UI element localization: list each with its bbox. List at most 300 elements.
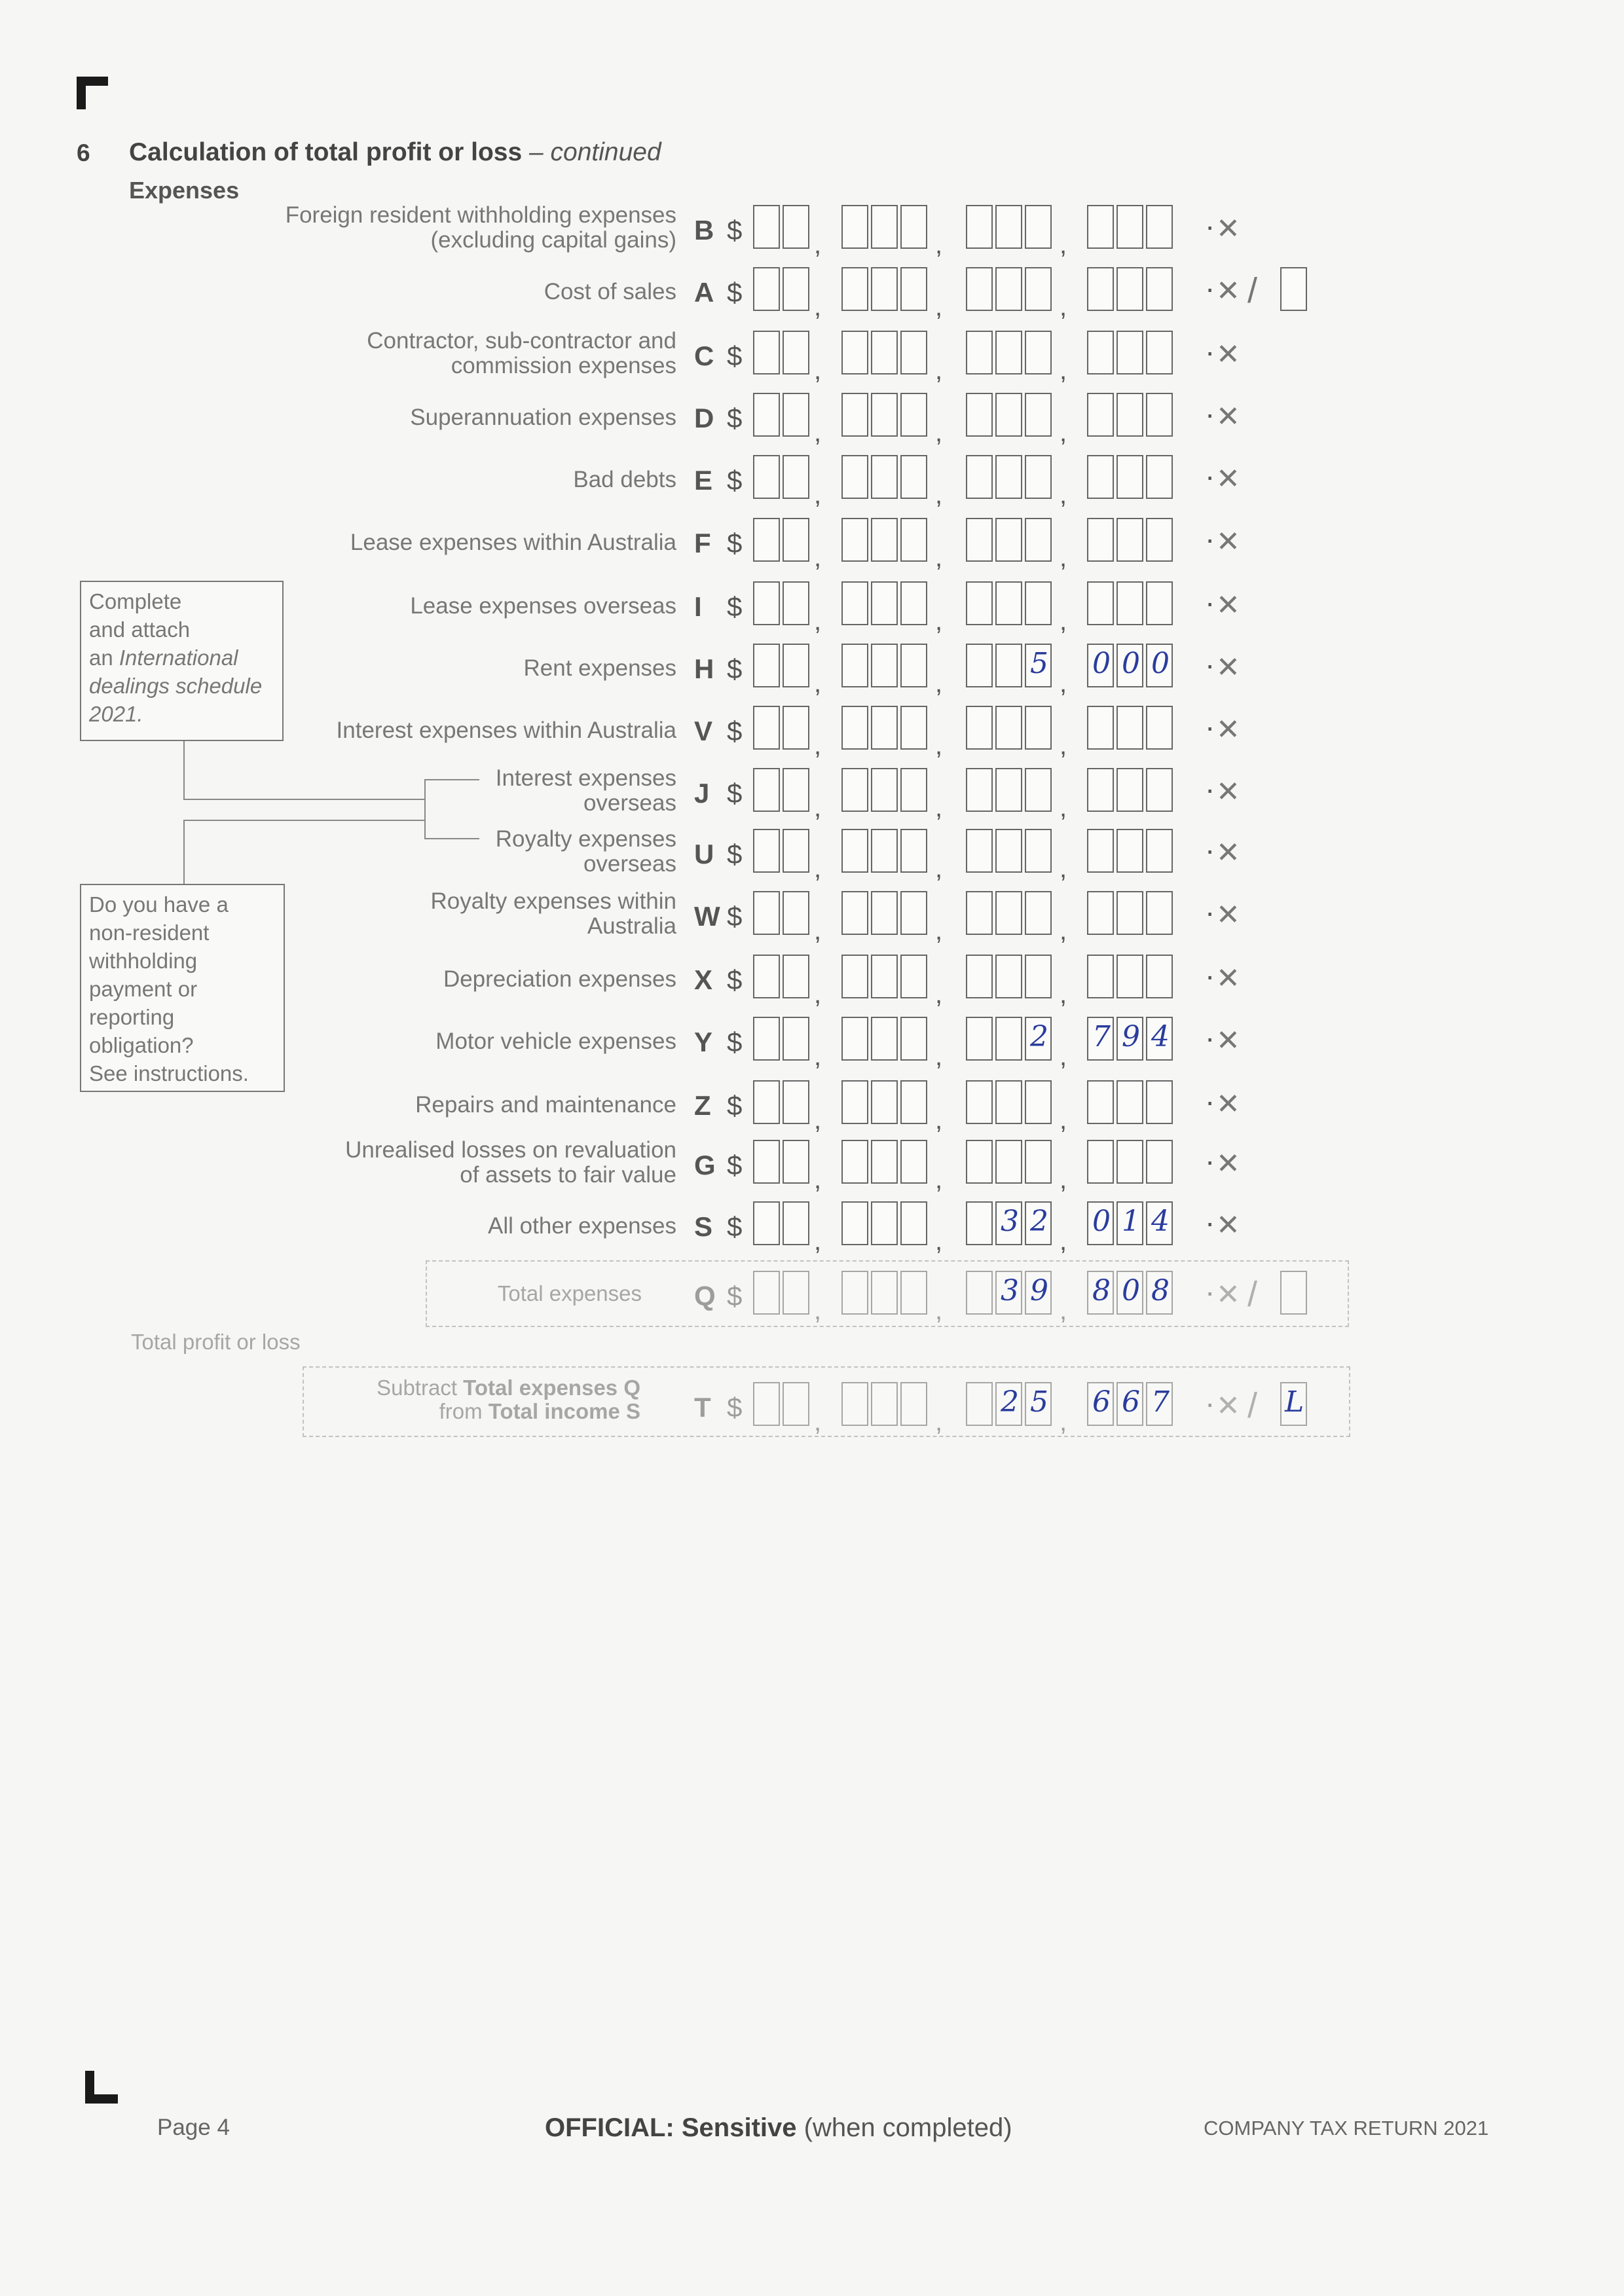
amount-digit-box[interactable]: [1146, 706, 1173, 750]
amount-digit-box[interactable]: [753, 1080, 780, 1124]
amount-digit-box[interactable]: [841, 768, 868, 812]
amount-digit-box[interactable]: [871, 581, 898, 625]
amount-digit-box[interactable]: [900, 1017, 927, 1061]
amount-digit-box[interactable]: [995, 891, 1022, 935]
amount-digit-box[interactable]: [1025, 331, 1052, 374]
handwritten-digit: 6: [1092, 1385, 1111, 1419]
cents-crossed-icon: ✕: [1216, 837, 1240, 869]
amount-digit-box[interactable]: [1087, 518, 1114, 562]
amount-digit-box[interactable]: [841, 331, 868, 374]
thousands-separator: ,: [935, 1165, 943, 1194]
amount-digit-box[interactable]: [1025, 1080, 1052, 1124]
amount-digit-box[interactable]: [783, 891, 809, 935]
amount-digit-box[interactable]: [871, 768, 898, 812]
field-code: C: [694, 340, 714, 371]
amount-digit-box[interactable]: [900, 205, 927, 249]
thousands-separator: ,: [935, 418, 943, 447]
cents-crossed-icon: ✕: [1216, 213, 1240, 245]
amount-digit-box[interactable]: [966, 706, 993, 750]
amount-digit-box[interactable]: [783, 455, 809, 499]
amount-digit-box[interactable]: [783, 1271, 809, 1315]
thousands-separator: ,: [935, 980, 943, 1009]
amount-digit-box[interactable]: [995, 644, 1022, 687]
amount-digit-box[interactable]: [783, 205, 809, 249]
section-number: 6: [77, 139, 90, 166]
amount-digit-box[interactable]: [1116, 455, 1143, 499]
amount-digit-box[interactable]: [871, 1382, 898, 1426]
amount-digit-box[interactable]: [1116, 581, 1143, 625]
amount-digit-box[interactable]: [995, 955, 1022, 998]
thousands-separator: ,: [935, 230, 943, 259]
amount-digit-box[interactable]: [900, 518, 927, 562]
thousands-separator: ,: [1060, 356, 1067, 385]
thousands-separator: ,: [814, 543, 822, 572]
amount-digit-box[interactable]: [871, 644, 898, 687]
amount-digit-box[interactable]: [900, 644, 927, 687]
amount-digit-box[interactable]: [966, 1017, 993, 1061]
loss-separator: /: [1247, 1275, 1258, 1314]
section-title: Calculation of total profit or loss – continued: [129, 138, 661, 166]
total-expenses-label: Total expenses: [497, 1281, 642, 1305]
amount-digit-box[interactable]: [900, 829, 927, 873]
amount-digit-box[interactable]: [995, 1017, 1022, 1061]
handwritten-digit: 8: [1092, 1274, 1111, 1307]
amount-digit-box[interactable]: [871, 829, 898, 873]
amount-digit-box[interactable]: [1116, 955, 1143, 998]
amount-digit-box[interactable]: [783, 768, 809, 812]
thousands-separator: ,: [1060, 917, 1067, 945]
amount-digit-box[interactable]: [1087, 581, 1114, 625]
amount-digit-box[interactable]: [1025, 518, 1052, 562]
expense-row: [0, 265, 1624, 321]
amount-digit-box[interactable]: [841, 205, 868, 249]
amount-digit-box[interactable]: [871, 518, 898, 562]
expense-label: Depreciation expenses: [443, 966, 676, 992]
thousands-separator: ,: [814, 731, 822, 760]
expense-label: Lease expenses within Australia: [350, 530, 676, 555]
amount-digit-box[interactable]: [1116, 1080, 1143, 1124]
amount-digit-box[interactable]: [1146, 267, 1173, 311]
cents-crossed-icon: ✕: [1216, 962, 1240, 994]
amount-digit-box[interactable]: [841, 829, 868, 873]
amount-digit-box[interactable]: [900, 768, 927, 812]
amount-digit-box[interactable]: [841, 644, 868, 687]
amount-digit-box[interactable]: [753, 205, 780, 249]
thousands-separator: ,: [935, 356, 943, 385]
amount-digit-box[interactable]: [783, 644, 809, 687]
amount-digit-box[interactable]: [1087, 205, 1114, 249]
amount-digit-box[interactable]: [1025, 267, 1052, 311]
amount-digit-box[interactable]: [1146, 955, 1173, 998]
field-code: B: [694, 215, 714, 246]
expense-row: [0, 826, 1624, 883]
amount-digit-box[interactable]: [753, 706, 780, 750]
amount-digit-box[interactable]: [1087, 829, 1114, 873]
connector-line: [183, 820, 426, 821]
handwritten-digit: 4: [1151, 1020, 1170, 1053]
amount-digit-box[interactable]: [783, 706, 809, 750]
amount-digit-box[interactable]: [900, 1201, 927, 1245]
dollar-sign: $: [727, 839, 743, 869]
amount-digit-box[interactable]: [871, 891, 898, 935]
amount-digit-box[interactable]: [1146, 1080, 1173, 1124]
amount-digit-box[interactable]: [1025, 205, 1052, 249]
thousands-separator: ,: [814, 230, 822, 259]
amount-digit-box[interactable]: [1146, 518, 1173, 562]
handwritten-digit: 2: [1001, 1385, 1019, 1419]
cents-crossed-icon: ✕: [1216, 1209, 1240, 1241]
thousands-separator: ,: [1060, 793, 1067, 822]
amount-digit-box[interactable]: [995, 829, 1022, 873]
dollar-sign: $: [727, 1150, 743, 1180]
amount-digit-box[interactable]: [1116, 267, 1143, 311]
amount-digit-box[interactable]: [900, 891, 927, 935]
expense-row: [0, 1137, 1624, 1194]
amount-digit-box[interactable]: [783, 518, 809, 562]
decimal-point: ·: [1205, 710, 1215, 744]
amount-digit-box[interactable]: [995, 267, 1022, 311]
cents-crossed-icon: ✕: [1216, 338, 1240, 371]
amount-digit-box[interactable]: [1146, 1140, 1173, 1184]
decimal-point: ·: [1205, 459, 1215, 493]
amount-digit-box[interactable]: [753, 891, 780, 935]
amount-digit-box[interactable]: [841, 1080, 868, 1124]
amount-digit-box[interactable]: [1087, 267, 1114, 311]
amount-digit-box[interactable]: [995, 331, 1022, 374]
amount-digit-box[interactable]: [995, 706, 1022, 750]
thousands-separator: ,: [814, 356, 822, 385]
thousands-separator: ,: [814, 293, 822, 321]
amount-digit-box[interactable]: [1116, 768, 1143, 812]
amount-digit-box[interactable]: [783, 267, 809, 311]
expense-row: [0, 765, 1624, 822]
thousands-separator: ,: [935, 731, 943, 760]
thousands-separator: ,: [814, 917, 822, 945]
decimal-point: ·: [1205, 1084, 1215, 1118]
expense-label: Interest expenses overseas: [495, 765, 676, 816]
amount-digit-box[interactable]: [1116, 205, 1143, 249]
decimal-point: ·: [1205, 647, 1215, 682]
amount-digit-box[interactable]: [871, 955, 898, 998]
handwritten-digit: 0: [1122, 647, 1140, 680]
amount-digit-box[interactable]: [1146, 768, 1173, 812]
amount-digit-box[interactable]: [1116, 829, 1143, 873]
thousands-separator: ,: [1060, 230, 1067, 259]
amount-digit-box[interactable]: [871, 1140, 898, 1184]
field-code: F: [694, 528, 711, 558]
amount-digit-box[interactable]: [1146, 205, 1173, 249]
amount-digit-box[interactable]: [753, 518, 780, 562]
amount-digit-box[interactable]: [841, 1017, 868, 1061]
amount-digit-box[interactable]: [1146, 331, 1173, 374]
amount-digit-box[interactable]: [871, 1271, 898, 1315]
cents-crossed-icon: ✕: [1216, 1148, 1240, 1180]
amount-digit-box[interactable]: [841, 955, 868, 998]
amount-digit-box[interactable]: [1087, 1080, 1114, 1124]
handwritten-digit: 6: [1122, 1385, 1140, 1419]
amount-digit-box[interactable]: [995, 455, 1022, 499]
cents-crossed-icon: ✕: [1216, 463, 1240, 495]
thousands-separator: ,: [1060, 731, 1067, 760]
amount-digit-box[interactable]: [841, 891, 868, 935]
connector-line: [424, 779, 426, 838]
thousands-separator: ,: [1060, 543, 1067, 572]
field-code: G: [694, 1150, 716, 1180]
amount-digit-box[interactable]: [841, 706, 868, 750]
amount-digit-box[interactable]: [966, 1140, 993, 1184]
thousands-separator: ,: [814, 418, 822, 447]
amount-digit-box[interactable]: [966, 581, 993, 625]
amount-digit-box[interactable]: [1025, 393, 1052, 437]
amount-digit-box[interactable]: [900, 1382, 927, 1426]
amount-digit-box[interactable]: [1025, 891, 1052, 935]
amount-digit-box[interactable]: [753, 393, 780, 437]
dollar-sign: $: [727, 215, 743, 246]
amount-digit-box[interactable]: [783, 1201, 809, 1245]
thousands-separator: ,: [935, 1106, 943, 1135]
amount-digit-box[interactable]: [1087, 706, 1114, 750]
amount-digit-box[interactable]: [966, 267, 993, 311]
decimal-point: ·: [1205, 585, 1215, 619]
amount-digit-box[interactable]: [1025, 1140, 1052, 1184]
amount-digit-box[interactable]: [871, 1201, 898, 1245]
amount-digit-box[interactable]: [871, 331, 898, 374]
expense-label: Unrealised losses on revaluation of assets to fair value: [345, 1137, 676, 1188]
amount-digit-box[interactable]: [753, 1271, 780, 1315]
amount-digit-box[interactable]: [1116, 331, 1143, 374]
thousands-separator: ,: [1060, 607, 1067, 636]
amount-digit-box[interactable]: [783, 581, 809, 625]
amount-digit-box[interactable]: [995, 518, 1022, 562]
amount-digit-box[interactable]: [753, 1201, 780, 1245]
amount-digit-box[interactable]: [900, 581, 927, 625]
amount-digit-box[interactable]: [1025, 706, 1052, 750]
amount-digit-box[interactable]: [753, 581, 780, 625]
amount-digit-box[interactable]: [900, 706, 927, 750]
amount-digit-box[interactable]: [966, 1080, 993, 1124]
expenses-heading: Expenses: [129, 177, 240, 204]
amount-digit-box[interactable]: [900, 1080, 927, 1124]
amount-digit-box[interactable]: [871, 393, 898, 437]
thousands-separator: ,: [1060, 1165, 1067, 1194]
dollar-sign: $: [727, 1211, 743, 1242]
amount-digit-box[interactable]: [753, 829, 780, 873]
thousands-separator: ,: [935, 917, 943, 945]
field-code: Z: [694, 1090, 711, 1121]
amount-digit-box[interactable]: [966, 1201, 993, 1245]
amount-digit-box[interactable]: [1116, 706, 1143, 750]
amount-digit-box[interactable]: [966, 829, 993, 873]
amount-digit-box[interactable]: [966, 955, 993, 998]
amount-digit-box[interactable]: [966, 205, 993, 249]
dollar-sign: $: [727, 528, 743, 558]
amount-digit-box[interactable]: [841, 393, 868, 437]
amount-digit-box[interactable]: [1087, 955, 1114, 998]
thousands-separator: ,: [1060, 1227, 1067, 1256]
amount-digit-box[interactable]: [753, 1140, 780, 1184]
amount-digit-box[interactable]: [1146, 891, 1173, 935]
amount-digit-box[interactable]: [995, 205, 1022, 249]
cents-crossed-icon: ✕: [1216, 1390, 1240, 1422]
amount-digit-box[interactable]: [966, 1271, 993, 1315]
amount-digit-box[interactable]: [871, 1080, 898, 1124]
thousands-separator: ,: [935, 481, 943, 509]
amount-digit-box[interactable]: [841, 518, 868, 562]
amount-digit-box[interactable]: [841, 267, 868, 311]
amount-digit-box[interactable]: [1087, 331, 1114, 374]
amount-digit-box[interactable]: [1116, 891, 1143, 935]
amount-digit-box[interactable]: [783, 331, 809, 374]
expense-label: Motor vehicle expenses: [435, 1029, 676, 1054]
amount-digit-box[interactable]: [753, 267, 780, 311]
amount-digit-box[interactable]: [753, 455, 780, 499]
cents-crossed-icon: ✕: [1216, 401, 1240, 433]
field-code: T: [694, 1392, 711, 1423]
amount-digit-box[interactable]: [1087, 891, 1114, 935]
amount-digit-box[interactable]: [900, 1271, 927, 1315]
amount-digit-box[interactable]: [995, 393, 1022, 437]
amount-digit-box[interactable]: [783, 1080, 809, 1124]
handwritten-digit: 0: [1122, 1274, 1140, 1307]
handwritten-digit: 2: [1030, 1205, 1048, 1238]
amount-digit-box[interactable]: [966, 393, 993, 437]
amount-digit-box[interactable]: [966, 644, 993, 687]
amount-digit-box[interactable]: [1025, 829, 1052, 873]
amount-digit-box[interactable]: [1025, 955, 1052, 998]
amount-digit-box[interactable]: [1146, 455, 1173, 499]
handwritten-digit: 7: [1151, 1385, 1170, 1419]
amount-digit-box[interactable]: [1087, 455, 1114, 499]
decimal-point: ·: [1205, 1386, 1215, 1420]
amount-digit-box[interactable]: [871, 1017, 898, 1061]
amount-digit-box[interactable]: [841, 1382, 868, 1426]
amount-digit-box[interactable]: [1025, 768, 1052, 812]
expense-label: Repairs and maintenance: [415, 1092, 676, 1118]
amount-digit-box[interactable]: [1087, 393, 1114, 437]
amount-digit-box[interactable]: [1087, 768, 1114, 812]
amount-digit-box[interactable]: [995, 581, 1022, 625]
amount-digit-box[interactable]: [841, 1201, 868, 1245]
amount-digit-box[interactable]: [753, 1017, 780, 1061]
amount-digit-box[interactable]: [871, 267, 898, 311]
amount-digit-box[interactable]: [966, 331, 993, 374]
expense-label: Royalty expenses within Australia: [430, 888, 676, 939]
connector-line: [424, 838, 479, 839]
amount-digit-box[interactable]: [900, 331, 927, 374]
field-code: W: [694, 901, 720, 932]
amount-digit-box[interactable]: [871, 205, 898, 249]
amount-digit-box[interactable]: [841, 581, 868, 625]
expense-label: Bad debts: [573, 467, 676, 492]
amount-digit-box[interactable]: [753, 955, 780, 998]
thousands-separator: ,: [1060, 1042, 1067, 1071]
amount-digit-box[interactable]: [995, 1140, 1022, 1184]
amount-digit-box[interactable]: [841, 455, 868, 499]
field-code: Y: [694, 1027, 713, 1057]
handwritten-digit: 3: [1001, 1205, 1019, 1238]
amount-digit-box[interactable]: [966, 891, 993, 935]
total-profit-row: [0, 1380, 1624, 1436]
thousands-separator: ,: [814, 1296, 822, 1325]
amount-digit-box[interactable]: [783, 1382, 809, 1426]
loss-code-box[interactable]: [1280, 1271, 1307, 1315]
thousands-separator: ,: [935, 543, 943, 572]
field-code: E: [694, 465, 713, 496]
connector-line: [183, 741, 185, 799]
thousands-separator: ,: [814, 980, 822, 1009]
dollar-sign: $: [727, 277, 743, 308]
connector-line: [183, 799, 426, 800]
amount-digit-box[interactable]: [841, 1140, 868, 1184]
amount-digit-box[interactable]: [900, 1140, 927, 1184]
amount-digit-box[interactable]: [1087, 1140, 1114, 1184]
amount-digit-box[interactable]: [753, 644, 780, 687]
cents-crossed-icon: ✕: [1216, 526, 1240, 558]
amount-digit-box[interactable]: [753, 1382, 780, 1426]
amount-digit-box[interactable]: [1116, 393, 1143, 437]
amount-digit-box[interactable]: [1116, 518, 1143, 562]
amount-digit-box[interactable]: [900, 955, 927, 998]
amount-digit-box[interactable]: [995, 1080, 1022, 1124]
amount-digit-box[interactable]: [1116, 1140, 1143, 1184]
amount-digit-box[interactable]: [1025, 581, 1052, 625]
field-code: S: [694, 1211, 713, 1242]
amount-digit-box[interactable]: [966, 518, 993, 562]
amount-digit-box[interactable]: [1025, 455, 1052, 499]
amount-digit-box[interactable]: [871, 706, 898, 750]
dollar-sign: $: [727, 403, 743, 433]
amount-digit-box[interactable]: [995, 768, 1022, 812]
decimal-point: ·: [1205, 271, 1215, 305]
expense-label: All other expenses: [488, 1213, 676, 1239]
amount-digit-box[interactable]: [966, 455, 993, 499]
field-code: X: [694, 964, 713, 995]
thousands-separator: ,: [1060, 669, 1067, 698]
thousands-separator: ,: [935, 607, 943, 636]
amount-digit-box[interactable]: [900, 455, 927, 499]
amount-digit-box[interactable]: [1146, 829, 1173, 873]
thousands-separator: ,: [814, 1165, 822, 1194]
thousands-separator: ,: [935, 793, 943, 822]
international-dealings-note: Complete and attach an International dealings schedule 2021.: [80, 581, 284, 741]
amount-digit-box[interactable]: [783, 829, 809, 873]
amount-digit-box[interactable]: [783, 1140, 809, 1184]
amount-digit-box[interactable]: [783, 393, 809, 437]
loss-code-box[interactable]: [1280, 267, 1307, 311]
thousands-separator: ,: [935, 854, 943, 883]
amount-digit-box[interactable]: [753, 768, 780, 812]
decimal-point: ·: [1205, 958, 1215, 993]
amount-digit-box[interactable]: [871, 455, 898, 499]
amount-digit-box[interactable]: [900, 393, 927, 437]
amount-digit-box[interactable]: [841, 1271, 868, 1315]
amount-digit-box[interactable]: [1146, 581, 1173, 625]
handwritten-digit: 5: [1030, 1385, 1048, 1419]
handwritten-digit: 7: [1092, 1020, 1111, 1053]
thousands-separator: ,: [935, 669, 943, 698]
amount-digit-box[interactable]: [966, 1382, 993, 1426]
amount-digit-box[interactable]: [900, 267, 927, 311]
cents-crossed-icon: ✕: [1216, 1025, 1240, 1057]
amount-digit-box[interactable]: [966, 768, 993, 812]
cents-crossed-icon: ✕: [1216, 776, 1240, 808]
amount-digit-box[interactable]: [783, 1017, 809, 1061]
expense-row: [0, 328, 1624, 385]
amount-digit-box[interactable]: [1146, 393, 1173, 437]
amount-digit-box[interactable]: [753, 331, 780, 374]
thousands-separator: ,: [935, 293, 943, 321]
amount-digit-box[interactable]: [783, 955, 809, 998]
